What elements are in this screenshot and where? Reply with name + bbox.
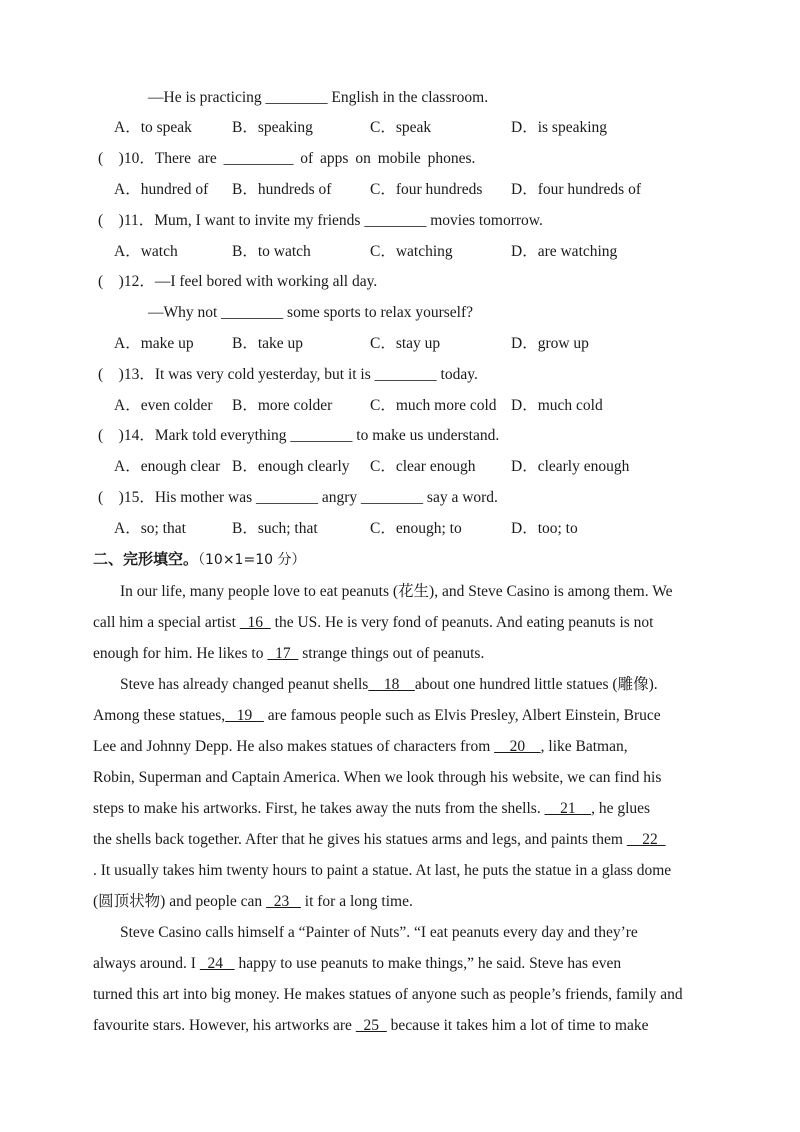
blank-24: 24 xyxy=(199,955,235,972)
text: Lee and Johnny Depp. He also makes statues of characters from xyxy=(93,738,495,755)
passage-line xyxy=(93,669,708,700)
text: are famous people such as Elvis Presley, Albert Einstein, Bruce xyxy=(263,707,661,724)
blank-25: 25 xyxy=(355,1017,387,1034)
question-13: ( )13．It was very cold yesterday, but it is ________ today. xyxy=(98,366,478,383)
text: strange things out of peanuts. xyxy=(298,645,485,662)
blank-21: 21 xyxy=(544,800,592,817)
text: because it takes him a lot of time to make xyxy=(386,1017,649,1034)
question-15: ( )15．His mother was ________ angry ________ say a word. xyxy=(98,489,498,506)
text: always around. I xyxy=(93,955,200,972)
text: it for a long time. xyxy=(300,893,413,910)
passage-line xyxy=(93,793,708,824)
passage-line xyxy=(93,886,708,917)
option-b: B．to watch xyxy=(232,243,311,260)
section-title: 二、完形填空。 xyxy=(93,550,199,568)
blank-20: 20 xyxy=(494,738,541,755)
option-d: D．is speaking xyxy=(511,119,608,136)
question-11: ( )11．Mum, I want to invite my friends ________ movies tomorrow. xyxy=(98,212,543,229)
question-14: ( )14．Mark told everything ________ to make us understand. xyxy=(98,427,500,444)
section-score: （10×1=10 分） xyxy=(198,552,306,568)
passage-line xyxy=(93,948,708,979)
option-d: D．four hundreds of xyxy=(511,181,642,198)
option-d: D．grow up xyxy=(511,335,589,352)
option-a: A．so; that xyxy=(114,520,186,537)
option-a: A．hundred of xyxy=(114,181,209,198)
blank-23: 23 xyxy=(266,893,301,910)
option-b: B．take up xyxy=(232,335,304,352)
question-10: ( )10．There are _________ of apps on mobile phones. xyxy=(98,150,476,167)
option-d: D．clearly enough xyxy=(511,458,630,475)
option-d: D．are watching xyxy=(511,243,618,260)
passage-line: Robin, Superman and Captain America. When we look through his website, we can find his xyxy=(93,769,662,786)
option-c: C．watching xyxy=(370,243,453,260)
text: (圆顶状物) and people can xyxy=(93,893,267,910)
text: , like Batman, xyxy=(540,738,628,755)
question-12-line2: —Why not ________ some sports to relax yourself? xyxy=(148,304,474,321)
passage-line xyxy=(93,638,708,669)
option-a: A．to speak xyxy=(114,119,192,136)
blank-16: 16 xyxy=(239,614,271,631)
text: about one hundred little statues (雕像). xyxy=(414,676,658,693)
passage-line xyxy=(93,824,708,855)
section-heading xyxy=(93,549,305,570)
passage-line xyxy=(93,731,708,762)
passage-line xyxy=(93,1010,708,1041)
option-b: B．such; that xyxy=(232,520,318,537)
option-d: D．much cold xyxy=(511,397,603,414)
passage-line: Steve Casino calls himself a “Painter of Nuts”. “I eat peanuts every day and they’re xyxy=(120,924,638,941)
text: enough for him. He likes to xyxy=(93,645,268,662)
text: Steve has already changed peanut shells xyxy=(120,676,369,693)
text: Among these statues, xyxy=(93,707,226,724)
question-12: ( )12．—I feel bored with working all day. xyxy=(98,273,378,290)
passage-line: In our life, many people love to eat peanuts (花生), and Steve Casino is among them. We xyxy=(120,583,673,600)
blank-19: 19 xyxy=(225,707,264,724)
passage-line: . It usually takes him twenty hours to paint a statue. At last, he puts the statue in a glass dome xyxy=(93,862,672,879)
text: favourite stars. However, his artworks are xyxy=(93,1017,356,1034)
blank-18: 18 xyxy=(368,676,415,693)
text: call him a special artist xyxy=(93,614,240,631)
option-c: C．speak xyxy=(370,119,432,136)
passage-line: turned this art into big money. He makes statues of anyone such as people’s friends, family and xyxy=(93,986,683,1003)
option-c: C．clear enough xyxy=(370,458,476,475)
passage-paragraph-2 xyxy=(93,669,708,917)
option-b: B．more colder xyxy=(232,397,333,414)
blank-22: 22 xyxy=(626,831,666,848)
option-d: D．too; to xyxy=(511,520,578,537)
option-b: B．speaking xyxy=(232,119,313,136)
blank-17: 17 xyxy=(267,645,299,662)
text: steps to make his artworks. First, he takes away the nuts from the shells. xyxy=(93,800,545,817)
option-c: C．stay up xyxy=(370,335,441,352)
text: happy to use peanuts to make things,” he said. Steve has even xyxy=(234,955,622,972)
option-a: A．enough clear xyxy=(114,458,221,475)
passage-line xyxy=(93,700,708,731)
option-a: A．make up xyxy=(114,335,194,352)
passage-line xyxy=(93,607,708,638)
option-a: A．watch xyxy=(114,243,178,260)
passage-paragraph-3 xyxy=(93,917,708,1041)
option-b: B．enough clearly xyxy=(232,458,350,475)
option-c: C．much more cold xyxy=(370,397,497,414)
text: the US. He is very fond of peanuts. And eating peanuts is not xyxy=(270,614,654,631)
option-b: B．hundreds of xyxy=(232,181,332,198)
option-c: C．enough; to xyxy=(370,520,462,537)
option-c: C．four hundreds xyxy=(370,181,483,198)
text: the shells back together. After that he gives his statues arms and legs, and paints them xyxy=(93,831,627,848)
text: , he glues xyxy=(591,800,651,817)
passage-paragraph-1 xyxy=(93,576,708,669)
q9-answer-line: —He is practicing ________ English in the classroom. xyxy=(148,89,489,106)
option-a: A．even colder xyxy=(114,397,213,414)
